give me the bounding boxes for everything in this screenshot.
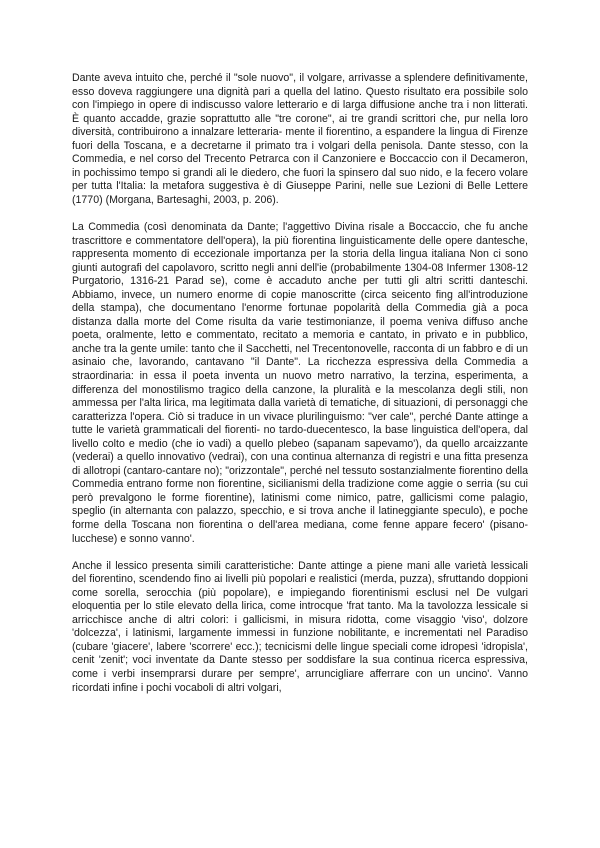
paragraph-commedia: La Commedia (così denominata da Dante; l'aggettivo Divina risale a Boccaccio, che fu anche trascrittore e commentatore dell'opera), la più fiorentina linguisticamente delle opere dantesche, rappresenta momento di eccezionale importanza per la storia della lingua italiana Non ci sono giunti autografi del capolavoro, scritto negli anni dell'ie (probabilmente 1304-08 Infermer 1308-12 Purgatorio, 1316-21 Parad se), come è accaduto anche per tutti gli altri scritti danteschi. Abbiamo, invece, un numero enorme di copie manoscritte (circa seicento fing all'introduzione della stampa), che documentano l'enorme fortunae popolarità della Commedia già a poca distanza dalla morte del Come risulta da varie testimonianze, il poema veniva diffuso anche poeta, oralmente, letto e commentato, recitato a memoria e cantato, in privato e in pubblico, anche tra la gente umile: tanto che il Sacchetti, nel Trecentonovelle, racconta di un fabbro e di un asinaio che, lavorando, cantavano "il Dante". La ricchezza espressiva della Commedia a straordinaria: in essa il poeta inventa un nuovo metro narrativo, la terzina, esperimenta, a differenza del monostilismo tragico della canzone, la pluralità e la mescolanza degli stili, non ammessa per l'alta lirica, ma legitimata dalla varietà di tematiche, di situazioni, di personaggi che caratterizza l'opera. Ciò si traduce in un vivace plurilinguismo: "ver cale", perché Dante attinge a tutte le varietà grammaticali del fiorenti- no tardo-duecentesco, la base linguistica dell'opera, dal livello colto e medio (che io vadi) a quello plebeo (sapanam sapevamo'), da quello arcaizzante (vederai) a quello innovativo (vedrai), con una continua alternanza di registri e una fitta presenza di allotropi (cantaro-cantare no); "orizzontale", perché nel tessuto sostanzialmente fiorentino della Commedia entrano forme non fiorentine, sicilianismi della tradizione come aggie o serria (su cui però prevalgono le forme fiorentine), latinismi come nimico, patre, gallicismi come palagio, speglio (in alternanta con palazzo, specchio, e si trova anche il latineggiante speculo), e poche forme della Toscana non fiorentina o dell'area mediana, come fenne appare fecero' (pisano-lucchese) e sonno vanno'.: [72, 220, 528, 545]
document-page: [72, 72, 528, 695]
paragraph-tre-corone: Dante aveva intuito che, perché il "sole nuovo", il volgare, arrivasse a splendere definitivamente, esso doveva raggiungere una dignità pari a quella del latino. Questo risultato era possibile solo con l'impiego in opere di indiscusso valore letterario e di larga diffusione anche tra i non litterati. È quanto accadde, grazie soprattutto alle "tre corone", ai tre grandi scrittori che, pur nella loro diversità, contribuirono a innalzare letteraria- mente il fiorentino, a espandere la lingua di Firenze fuori della Toscana, e a decretarne il primato tra i volgari della penisola. Dante stesso, con la Commedia, e nel corso del Trecento Petrarca con il Canzoniere e Boccaccio con il Decameron, in pochissimo tempo si grandi ali le diedero, che fuori la spinsero dal suo nido, e la fecero volare per tutta l'Italia: la metafora suggestiva è di Giuseppe Parini, nelle sue Lezioni di Belle Lettere (1770) (Morgana, Bartesaghi, 2003, p. 206).: [72, 72, 528, 206]
paragraph-lessico: Anche il lessico presenta simili caratteristiche: Dante attinge a piene mani alle varietà lessicali del fiorentino, scendendo fino ai livelli più popolari e realistici (merda, puzza), sfruttando doppioni come sorella, serocchia (più popolare), e impiegando fiorentinismi esclusi nel De vulgari eloquentia per lo stile elevato della lirica, come introcque 'frat tanto. Ma la tavolozza lessicale si arricchisce anche di altri colori: i gallicismi, in misura ridotta, come visaggio 'viso', dolzore 'dolcezza', i latinismi, largamente immessi in funzione nobilitante, e incrementati nel Paradiso (cubare 'giacere', labere 'scorrere' ecc.); tecnicismi delle lingue speciali come idropesì 'idropisla', cenit 'zenit'; voci inventate da Dante stesso per soddisfare la sua continua ricerca espressiva, come i verbi insemprarsi durare per sempre', arruncigliare afferrare con un uncino'. Vanno ricordati infine i pochi vocaboli di altri volgari,: [72, 559, 528, 694]
